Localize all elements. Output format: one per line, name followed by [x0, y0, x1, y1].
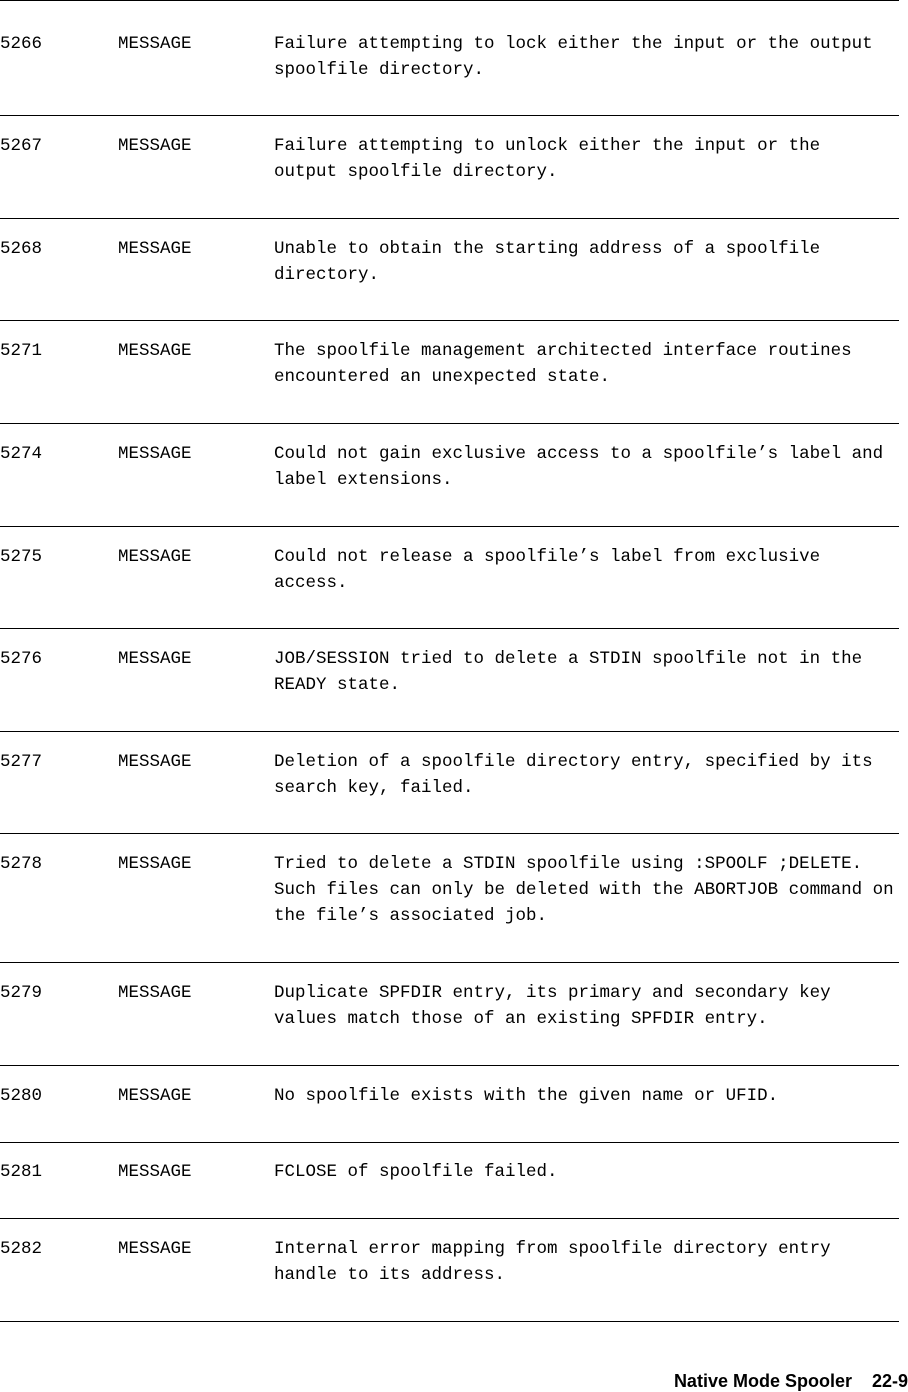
message-description: [274, 1083, 908, 1109]
message-description-line: search key, failed.: [274, 778, 474, 798]
message-type: MESSAGE: [118, 854, 192, 874]
message-description-line: No spoolfile exists with the given name or UFID.: [274, 1086, 779, 1106]
message-description: [274, 441, 908, 493]
page-footer: [674, 1370, 908, 1392]
row-divider: [0, 628, 899, 629]
row-divider: [0, 1065, 899, 1066]
row-divider: [0, 1142, 899, 1143]
message-description-line: access.: [274, 573, 348, 593]
message-type: MESSAGE: [118, 341, 192, 361]
message-number: 5279: [0, 983, 43, 1003]
message-description-line: Failure attempting to lock either the input or the output: [274, 34, 873, 54]
message-type: MESSAGE: [118, 1086, 192, 1106]
message-type: MESSAGE: [118, 1239, 192, 1259]
message-number: 5271: [0, 341, 43, 361]
message-type: MESSAGE: [118, 136, 192, 156]
message-description: [274, 1236, 908, 1288]
message-description-line: output spoolfile directory.: [274, 162, 558, 182]
message-description-line: spoolfile directory.: [274, 60, 485, 80]
message-type: MESSAGE: [118, 1162, 192, 1182]
message-type: MESSAGE: [118, 983, 192, 1003]
message-number: 5268: [0, 239, 43, 259]
row-divider: [0, 320, 899, 321]
row-divider: [0, 423, 899, 424]
row-divider: [0, 115, 899, 116]
message-type: MESSAGE: [118, 34, 192, 54]
row-divider: [0, 1218, 899, 1219]
message-description: [274, 236, 908, 288]
message-description-line: Deletion of a spoolfile directory entry, specified by its: [274, 752, 873, 772]
message-description: [274, 544, 908, 596]
message-description: [274, 31, 908, 83]
message-description-line: Such files can only be deleted with the ABORTJOB command on: [274, 880, 894, 900]
message-description: [274, 749, 908, 801]
message-number: 5281: [0, 1162, 43, 1182]
message-description-line: JOB/SESSION tried to delete a STDIN spoolfile not in the: [274, 649, 863, 669]
message-description-line: label extensions.: [274, 470, 453, 490]
message-description: [274, 133, 908, 185]
message-number: 5280: [0, 1086, 43, 1106]
message-description-line: Unable to obtain the starting address of a spoolfile: [274, 239, 821, 259]
row-divider: [0, 833, 899, 834]
message-description: [274, 646, 908, 698]
message-number: 5266: [0, 34, 43, 54]
message-type: MESSAGE: [118, 444, 192, 464]
message-description-line: READY state.: [274, 675, 401, 695]
message-description: [274, 338, 908, 390]
message-description-line: The spoolfile management architected interface routines: [274, 341, 852, 361]
message-number: 5274: [0, 444, 43, 464]
message-type: MESSAGE: [118, 752, 192, 772]
message-description-line: Failure attempting to unlock either the input or the: [274, 136, 821, 156]
message-number: 5276: [0, 649, 43, 669]
message-description-line: Internal error mapping from spoolfile directory entry: [274, 1239, 831, 1259]
row-divider: [0, 962, 899, 963]
message-number: 5277: [0, 752, 43, 772]
message-description-line: encountered an unexpected state.: [274, 367, 611, 387]
message-description: [274, 851, 908, 929]
message-number: 5278: [0, 854, 43, 874]
message-number: 5267: [0, 136, 43, 156]
message-type: MESSAGE: [118, 547, 192, 567]
message-description-line: Could not gain exclusive access to a spoolfile’s label and: [274, 444, 884, 464]
message-description-line: the file’s associated job.: [274, 906, 548, 926]
message-description-line: values match those of an existing SPFDIR entry.: [274, 1009, 768, 1029]
top-rule: [0, 0, 899, 1]
row-divider: [0, 731, 899, 732]
message-description-line: directory.: [274, 265, 380, 285]
row-divider: [0, 1321, 899, 1322]
message-type: MESSAGE: [118, 649, 192, 669]
footer-section-title: Native Mode Spooler: [673, 1371, 852, 1391]
message-description-line: FCLOSE of spoolfile failed.: [274, 1162, 558, 1182]
message-description-line: handle to its address.: [274, 1265, 506, 1285]
row-divider: [0, 526, 899, 527]
footer-page-number: 22-9: [871, 1371, 908, 1391]
row-divider: [0, 218, 899, 219]
message-description-line: Duplicate SPFDIR entry, its primary and secondary key: [274, 983, 831, 1003]
message-description-line: Could not release a spoolfile’s label from exclusive: [274, 547, 821, 567]
message-description-line: Tried to delete a STDIN spoolfile using :SPOOLF ;DELETE.: [274, 854, 863, 874]
message-description: [274, 1159, 908, 1185]
message-number: 5275: [0, 547, 43, 567]
message-number: 5282: [0, 1239, 43, 1259]
message-type: MESSAGE: [118, 239, 192, 259]
message-description: [274, 980, 908, 1032]
